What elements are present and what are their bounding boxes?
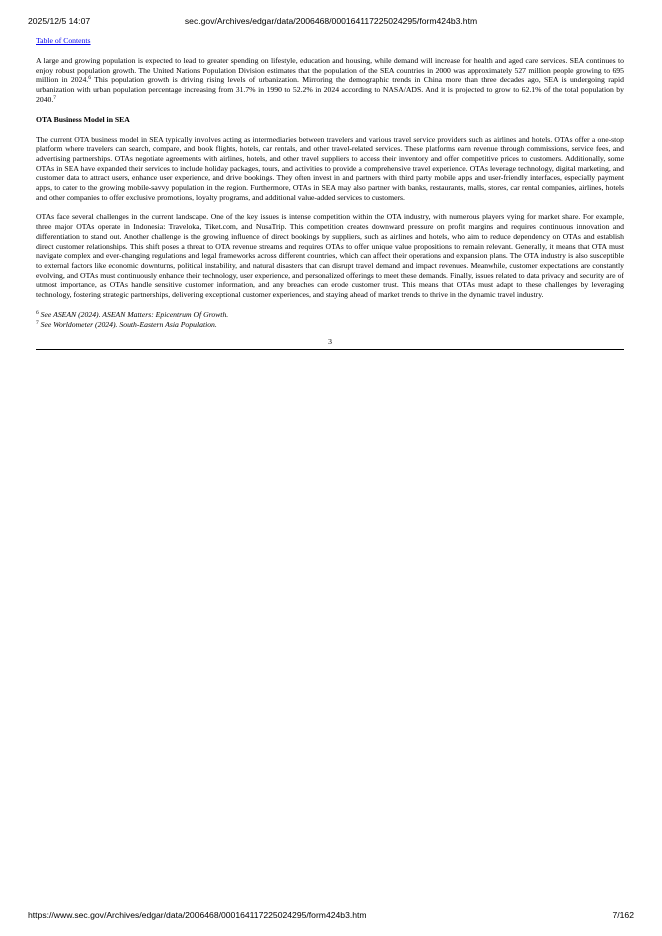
population-paragraph-text-2: This population growth is driving rising levels of urbanization. Mirroring the demographic trends in China more than three decades ago, SEA is undergoing rapid urbanization with urban population percentage increasing from 31.7% in 1990 to 52.2% in 2024 according to NASA/ADS. And it is projected to grow to 62.1% of the total population by 2040. [36,75,624,104]
print-url: https://www.sec.gov/Archives/edgar/data/2006468/000164117225024295/form424b3.htm [28,910,367,920]
footnote-ref-6[interactable]: 6 [88,75,91,82]
browser-print-header [28,15,634,27]
footnote-6 [36,310,624,320]
footnotes [36,310,624,330]
page-divider [36,349,624,350]
ota-business-model-paragraph: The current OTA business model in SEA typically involves acting as intermediaries between travelers and various travel service providers such as airlines and hotels. OTAs offer a one-stop platform where travelers can search, compare, and book flights, hotels, car rentals, and other travel-related services. These platforms earn revenue through commissions, service fees, and advertising partnerships. OTAs negotiate agreements with airlines, hotels, and other travel suppliers to access their inventory and offer competitive prices to customers. Additionally, some OTAs in SEA have expanded their services to include holiday packages, tours, and activities to provide a comprehensive travel experience. OTAs leverage technology, digital marketing, and customer data to attract users, enhance user experience, and drive bookings. They often invest in and partners with third party mobile apps and user-friendly interfaces, especially payment apps, to cater to the growing mobile-savvy population in the region. Furthermore, OTAs in SEA may also partner with banks, restaurants, malls, stores, car rental companies, airlines, hotels and other companies to offer exclusive promotions, loyalty programs, and additional value-added services to customers. [36,134,624,202]
footnote-ref-7[interactable]: 7 [53,94,57,101]
page-number: 3 [328,336,332,346]
document-page [36,36,624,350]
footnote-number: 7 [36,319,39,326]
print-page-title: sec.gov/Archives/edgar/data/2006468/000164117225024295/form424b3.htm [184,16,478,26]
population-paragraph [36,56,624,105]
print-datetime: 2025/12/5 14:07 [28,16,91,26]
section-heading: OTA Business Model in SEA [36,114,130,124]
print-page-count: 7/162 [612,910,634,920]
footnote-number: 6 [36,309,39,316]
population-paragraph-text-1: A large and growing population is expected to lead to greater spending on lifestyle, education and housing, while demand will increase for health and aged care services. SEA continues to enjoy robust population growth. The United Nations Population Division estimates that the population of the SEA countries in 2000 was approximately 527 million people growing to 695 million in 2024. [36,56,624,85]
browser-print-footer [28,909,634,921]
ota-challenges-paragraph: OTAs face several challenges in the current landscape. One of the key issues is intense competition within the OTA industry, with numerous players vying for market share. For example, three major OTAs operate in Indonesia: Traveloka, Tiket.com, and NusaTrip. This competition creates downward pressure on profit margins and requires continuous innovation and differentiation to stand out. Another challenge is the growing influence of direct bookings by suppliers, such as airlines and hotels, who aim to reduce dependency on OTAs and establish direct customer relationships. This shift poses a threat to OTA revenue streams and requires OTAs to offer unique value propositions to remain relevant. Generally, it means that OTA must navigate complex and ever-changing regulations and legal frameworks across different countries, which can affect their operations and expansion plans. The OTA industry is also susceptible to external factors like economic downturns, political instability, and natural disasters that can disrupt travel demand and impact revenues. Meanwhile, customer expectations are constantly evolving, and OTAs must continuously enhance their technology, user experience, and personalized offerings to meet these demands. Finally, issues related to data privacy and security are of utmost importance, as OTAs handle sensitive customer information, and any breaches can erode customer trust. This means that OTAs must adapt to these challenges by leveraging technology, fostering strategic partnerships, delivering exceptional customer experiences, and staying ahead of market trends to thrive in the dynamic travel industry. [36,212,624,300]
footnote-7 [36,320,624,330]
table-of-contents-link[interactable]: Table of Contents [36,36,91,45]
footnote-text: See Worldometer (2024). South-Eastern Asia Population. [40,319,217,329]
footnote-text: See ASEAN (2024). ASEAN Matters: Epicentrum Of Growth. [40,309,229,319]
